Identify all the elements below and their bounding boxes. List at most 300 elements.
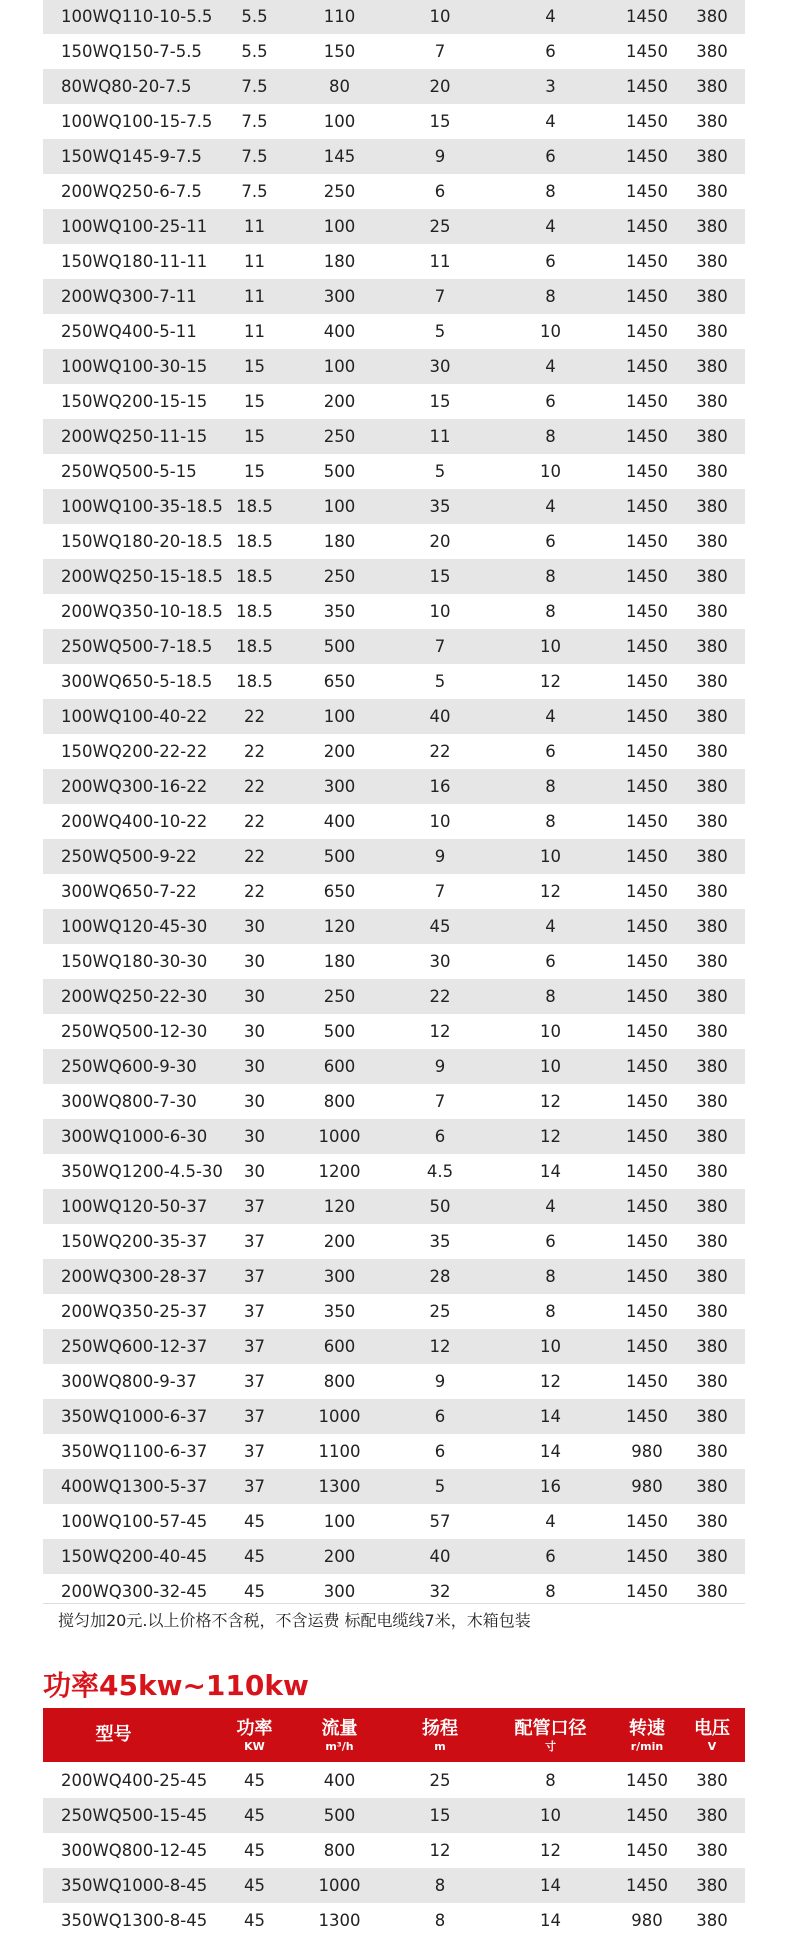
cell-model: 200WQ250-15-18.5 <box>61 567 223 586</box>
cell-model: 150WQ200-35-37 <box>61 1232 208 1251</box>
table-row <box>43 1903 745 1938</box>
cell-voltage: 380 <box>696 1841 728 1860</box>
table-row <box>43 1399 745 1434</box>
table-row <box>43 1364 745 1399</box>
cell-speed: 1450 <box>626 952 668 971</box>
cell-voltage: 380 <box>696 1267 728 1286</box>
cell-flow: 100 <box>323 112 356 131</box>
table-row <box>43 804 745 839</box>
cell-power: 11 <box>244 287 265 306</box>
table-row <box>43 524 745 559</box>
cell-head: 7 <box>434 42 446 61</box>
cell-speed: 1450 <box>626 182 668 201</box>
cell-voltage: 380 <box>696 1022 728 1041</box>
cell-model: 250WQ500-15-45 <box>61 1806 208 1825</box>
cell-head: 5 <box>434 672 446 691</box>
cell-head: 7 <box>434 882 446 901</box>
cell-power: 45 <box>244 1911 265 1930</box>
cell-head: 20 <box>429 532 451 551</box>
cell-speed: 1450 <box>626 847 668 866</box>
table-row <box>43 209 745 244</box>
cell-pipe: 14 <box>540 1876 561 1895</box>
cell-model: 100WQ100-25-11 <box>61 217 208 236</box>
cell-pipe: 6 <box>545 42 556 61</box>
cell-head: 35 <box>429 497 451 516</box>
cell-head: 40 <box>429 1547 451 1566</box>
cell-flow: 300 <box>323 287 356 306</box>
cell-head: 7 <box>434 1092 446 1111</box>
cell-model: 250WQ500-9-22 <box>61 847 197 866</box>
cell-speed: 1450 <box>626 987 668 1006</box>
cell-power: 7.5 <box>241 77 268 96</box>
cell-model: 200WQ300-32-45 <box>61 1582 208 1601</box>
table-row <box>43 559 745 594</box>
cell-flow: 400 <box>323 1771 356 1790</box>
cell-flow: 100 <box>323 357 356 376</box>
cell-pipe: 10 <box>540 1022 561 1041</box>
cell-head: 25 <box>429 1771 451 1790</box>
cell-power: 22 <box>244 777 265 796</box>
cell-power: 7.5 <box>241 147 268 166</box>
cell-speed: 1450 <box>626 672 668 691</box>
cell-voltage: 380 <box>696 847 728 866</box>
cell-speed: 1450 <box>626 1372 668 1391</box>
cell-head: 11 <box>429 252 451 271</box>
cell-pipe: 4 <box>545 917 556 936</box>
cell-speed: 980 <box>631 1477 663 1496</box>
cell-power: 30 <box>244 1057 265 1076</box>
cell-power: 45 <box>244 1806 265 1825</box>
divider <box>43 1603 745 1604</box>
cell-pipe: 8 <box>545 287 556 306</box>
table-row <box>43 0 745 34</box>
cell-pipe: 14 <box>540 1162 561 1181</box>
cell-flow: 180 <box>323 252 356 271</box>
cell-model: 200WQ250-6-7.5 <box>61 182 202 201</box>
cell-power: 30 <box>244 952 265 971</box>
cell-pipe: 8 <box>545 1302 556 1321</box>
cell-model: 300WQ1000-6-30 <box>61 1127 208 1146</box>
cell-model: 100WQ100-35-18.5 <box>61 497 223 516</box>
cell-flow: 400 <box>323 322 356 341</box>
cell-model: 200WQ300-28-37 <box>61 1267 208 1286</box>
table-row <box>43 1763 745 1798</box>
cell-head: 6 <box>434 1442 446 1461</box>
cell-model: 250WQ600-12-37 <box>61 1337 208 1356</box>
cell-power: 45 <box>244 1582 265 1601</box>
cell-head: 5 <box>434 462 446 481</box>
cell-model: 250WQ500-7-18.5 <box>61 637 213 656</box>
cell-speed: 1450 <box>626 497 668 516</box>
cell-flow: 600 <box>323 1057 356 1076</box>
cell-speed: 1450 <box>626 1547 668 1566</box>
cell-power: 15 <box>244 392 265 411</box>
cell-voltage: 380 <box>696 497 728 516</box>
table-row <box>43 1294 745 1329</box>
cell-speed: 1450 <box>626 1022 668 1041</box>
cell-head: 22 <box>429 742 451 761</box>
cell-voltage: 380 <box>696 1197 728 1216</box>
cell-flow: 650 <box>323 882 356 901</box>
cell-power: 37 <box>244 1442 265 1461</box>
cell-flow: 250 <box>323 182 356 201</box>
cell-power: 37 <box>244 1477 265 1496</box>
cell-power: 18.5 <box>236 497 273 516</box>
cell-power: 37 <box>244 1302 265 1321</box>
header-flow: 流量 m³/h <box>321 1717 358 1753</box>
cell-voltage: 380 <box>696 7 728 26</box>
cell-flow: 800 <box>323 1841 356 1860</box>
cell-pipe: 4 <box>545 7 556 26</box>
cell-speed: 1450 <box>626 392 668 411</box>
cell-model: 200WQ350-10-18.5 <box>61 602 223 621</box>
cell-head: 22 <box>429 987 451 1006</box>
cell-power: 11 <box>244 252 265 271</box>
table-row <box>43 944 745 979</box>
cell-model: 250WQ400-5-11 <box>61 322 197 341</box>
table-row <box>43 349 745 384</box>
cell-pipe: 6 <box>545 952 556 971</box>
cell-power: 45 <box>244 1876 265 1895</box>
cell-flow: 1100 <box>318 1442 361 1461</box>
cell-model: 300WQ650-5-18.5 <box>61 672 213 691</box>
cell-head: 10 <box>429 602 451 621</box>
cell-model: 80WQ80-20-7.5 <box>61 77 192 96</box>
cell-model: 200WQ350-25-37 <box>61 1302 208 1321</box>
cell-speed: 1450 <box>626 112 668 131</box>
cell-power: 7.5 <box>241 182 268 201</box>
cell-speed: 1450 <box>626 1092 668 1111</box>
cell-pipe: 6 <box>545 392 556 411</box>
cell-voltage: 380 <box>696 707 728 726</box>
spec-table-1 <box>43 0 745 1609</box>
cell-head: 9 <box>434 1057 446 1076</box>
cell-head: 15 <box>429 112 451 131</box>
cell-model: 150WQ200-15-15 <box>61 392 208 411</box>
header-head: 扬程 m <box>422 1717 458 1753</box>
cell-model: 300WQ800-9-37 <box>61 1372 197 1391</box>
cell-head: 32 <box>429 1582 451 1601</box>
cell-speed: 1450 <box>626 1582 668 1601</box>
table-header <box>43 1708 745 1762</box>
cell-power: 18.5 <box>236 532 273 551</box>
cell-model: 350WQ1100-6-37 <box>61 1442 208 1461</box>
table-row <box>43 489 745 524</box>
cell-flow: 1300 <box>318 1911 361 1930</box>
cell-model: 200WQ250-11-15 <box>61 427 208 446</box>
cell-head: 11 <box>429 427 451 446</box>
cell-pipe: 8 <box>545 427 556 446</box>
cell-speed: 1450 <box>626 637 668 656</box>
cell-speed: 1450 <box>626 917 668 936</box>
cell-power: 45 <box>244 1512 265 1531</box>
cell-power: 15 <box>244 462 265 481</box>
cell-power: 30 <box>244 1162 265 1181</box>
cell-pipe: 6 <box>545 252 556 271</box>
cell-voltage: 380 <box>696 112 728 131</box>
cell-flow: 150 <box>323 42 356 61</box>
cell-power: 45 <box>244 1841 265 1860</box>
cell-flow: 200 <box>323 1232 356 1251</box>
cell-power: 18.5 <box>236 637 273 656</box>
cell-pipe: 8 <box>545 812 556 831</box>
table-row <box>43 909 745 944</box>
cell-flow: 180 <box>323 952 356 971</box>
cell-voltage: 380 <box>696 1092 728 1111</box>
cell-power: 15 <box>244 357 265 376</box>
cell-speed: 1450 <box>626 742 668 761</box>
section-title: 功率45kw~110kw <box>43 1669 309 1702</box>
cell-voltage: 380 <box>696 1806 728 1825</box>
header-power: 功率 KW <box>236 1717 273 1753</box>
cell-voltage: 380 <box>696 672 728 691</box>
cell-voltage: 380 <box>696 987 728 1006</box>
cell-speed: 1450 <box>626 567 668 586</box>
cell-head: 15 <box>429 567 451 586</box>
cell-power: 37 <box>244 1372 265 1391</box>
cell-head: 5 <box>434 322 446 341</box>
cell-head: 6 <box>434 182 446 201</box>
cell-voltage: 380 <box>696 567 728 586</box>
cell-power: 37 <box>244 1407 265 1426</box>
table-row <box>43 594 745 629</box>
cell-head: 25 <box>429 217 451 236</box>
cell-voltage: 380 <box>696 77 728 96</box>
cell-pipe: 8 <box>545 182 556 201</box>
cell-flow: 100 <box>323 217 356 236</box>
table-row <box>43 104 745 139</box>
cell-flow: 250 <box>323 427 356 446</box>
cell-flow: 200 <box>323 1547 356 1566</box>
cell-power: 5.5 <box>241 42 268 61</box>
table-row <box>43 1119 745 1154</box>
cell-flow: 1200 <box>318 1162 361 1181</box>
header-model: 型号 <box>95 1724 132 1745</box>
cell-power: 18.5 <box>236 672 273 691</box>
cell-pipe: 4 <box>545 357 556 376</box>
cell-flow: 800 <box>323 1372 356 1391</box>
cell-flow: 300 <box>323 1267 356 1286</box>
table-row <box>43 1434 745 1469</box>
cell-speed: 1450 <box>626 1512 668 1531</box>
cell-voltage: 380 <box>696 1232 728 1251</box>
cell-model: 100WQ100-30-15 <box>61 357 208 376</box>
cell-pipe: 14 <box>540 1911 561 1930</box>
cell-voltage: 380 <box>696 1127 728 1146</box>
cell-power: 18.5 <box>236 567 273 586</box>
cell-pipe: 6 <box>545 1232 556 1251</box>
table-row <box>43 1014 745 1049</box>
cell-power: 45 <box>244 1771 265 1790</box>
cell-speed: 1450 <box>626 707 668 726</box>
cell-model: 100WQ100-57-45 <box>61 1512 208 1531</box>
price-note: 搅匀加20元.以上价格不含税，不含运费 标配电缆线7米，木箱包装 <box>58 1611 531 1630</box>
cell-head: 4.5 <box>426 1162 454 1181</box>
cell-voltage: 380 <box>696 1442 728 1461</box>
cell-pipe: 10 <box>540 1057 561 1076</box>
table-row <box>43 734 745 769</box>
cell-pipe: 14 <box>540 1407 561 1426</box>
cell-power: 22 <box>244 882 265 901</box>
cell-power: 30 <box>244 987 265 1006</box>
table-row <box>43 839 745 874</box>
cell-head: 12 <box>429 1337 451 1356</box>
table-row <box>43 874 745 909</box>
cell-power: 30 <box>244 1022 265 1041</box>
cell-pipe: 10 <box>540 847 561 866</box>
cell-head: 10 <box>429 7 451 26</box>
header-pipe: 配管口径 寸 <box>514 1717 587 1753</box>
cell-speed: 1450 <box>626 532 668 551</box>
cell-head: 7 <box>434 637 446 656</box>
cell-speed: 1450 <box>626 7 668 26</box>
cell-head: 57 <box>429 1512 451 1531</box>
cell-head: 30 <box>429 952 451 971</box>
cell-voltage: 380 <box>696 532 728 551</box>
cell-speed: 1450 <box>626 1841 668 1860</box>
cell-head: 15 <box>429 1806 451 1825</box>
cell-voltage: 380 <box>696 1582 728 1601</box>
cell-pipe: 4 <box>545 112 556 131</box>
cell-flow: 100 <box>323 707 356 726</box>
cell-speed: 1450 <box>626 77 668 96</box>
cell-model: 150WQ145-9-7.5 <box>61 147 202 166</box>
cell-flow: 1000 <box>318 1127 361 1146</box>
cell-model: 200WQ250-22-30 <box>61 987 208 1006</box>
table-row <box>43 699 745 734</box>
cell-speed: 1450 <box>626 252 668 271</box>
cell-head: 10 <box>429 812 451 831</box>
cell-flow: 1300 <box>318 1477 361 1496</box>
cell-head: 30 <box>429 357 451 376</box>
cell-model: 250WQ500-12-30 <box>61 1022 208 1041</box>
cell-speed: 1450 <box>626 1806 668 1825</box>
cell-speed: 1450 <box>626 1057 668 1076</box>
cell-flow: 250 <box>323 987 356 1006</box>
cell-voltage: 380 <box>696 1057 728 1076</box>
cell-voltage: 380 <box>696 1512 728 1531</box>
cell-voltage: 380 <box>696 1372 728 1391</box>
cell-speed: 1450 <box>626 1302 668 1321</box>
cell-flow: 110 <box>323 7 356 26</box>
cell-flow: 1000 <box>318 1876 361 1895</box>
cell-head: 20 <box>429 77 451 96</box>
table-row <box>43 1259 745 1294</box>
header-speed: 转速 r/min <box>629 1717 665 1753</box>
cell-pipe: 10 <box>540 1337 561 1356</box>
cell-model: 350WQ1200-4.5-30 <box>61 1162 223 1181</box>
cell-speed: 1450 <box>626 812 668 831</box>
table-row <box>43 384 745 419</box>
cell-power: 30 <box>244 917 265 936</box>
cell-speed: 1450 <box>626 1232 668 1251</box>
cell-speed: 1450 <box>626 882 668 901</box>
cell-voltage: 380 <box>696 952 728 971</box>
cell-flow: 250 <box>323 567 356 586</box>
cell-model: 100WQ110-10-5.5 <box>61 7 213 26</box>
cell-pipe: 12 <box>540 672 561 691</box>
cell-voltage: 380 <box>696 42 728 61</box>
table-row <box>43 174 745 209</box>
cell-pipe: 12 <box>540 882 561 901</box>
header-voltage: 电压 V <box>694 1717 730 1753</box>
cell-head: 6 <box>434 1407 446 1426</box>
table-row <box>43 629 745 664</box>
cell-power: 30 <box>244 1092 265 1111</box>
cell-pipe: 8 <box>545 1267 556 1286</box>
cell-head: 9 <box>434 147 446 166</box>
cell-head: 9 <box>434 1372 446 1391</box>
cell-flow: 145 <box>323 147 356 166</box>
cell-model: 150WQ180-11-11 <box>61 252 208 271</box>
cell-flow: 180 <box>323 532 356 551</box>
cell-flow: 500 <box>323 1806 356 1825</box>
cell-voltage: 380 <box>696 427 728 446</box>
cell-speed: 980 <box>631 1442 663 1461</box>
cell-flow: 300 <box>323 1582 356 1601</box>
table-row <box>43 1189 745 1224</box>
cell-power: 37 <box>244 1337 265 1356</box>
cell-pipe: 4 <box>545 1512 556 1531</box>
cell-flow: 350 <box>323 1302 356 1321</box>
cell-model: 100WQ120-50-37 <box>61 1197 208 1216</box>
cell-flow: 800 <box>323 1092 356 1111</box>
cell-speed: 1450 <box>626 147 668 166</box>
cell-voltage: 380 <box>696 1162 728 1181</box>
cell-speed: 1450 <box>626 217 668 236</box>
cell-head: 12 <box>429 1841 451 1860</box>
table-row <box>43 1469 745 1504</box>
cell-voltage: 380 <box>696 252 728 271</box>
cell-speed: 980 <box>631 1911 663 1930</box>
table-row <box>43 1084 745 1119</box>
cell-voltage: 380 <box>696 392 728 411</box>
cell-flow: 100 <box>323 497 356 516</box>
cell-voltage: 380 <box>696 357 728 376</box>
cell-power: 15 <box>244 427 265 446</box>
cell-voltage: 380 <box>696 287 728 306</box>
cell-voltage: 380 <box>696 1547 728 1566</box>
cell-pipe: 6 <box>545 742 556 761</box>
cell-head: 8 <box>434 1876 446 1895</box>
cell-pipe: 6 <box>545 1547 556 1566</box>
table-row <box>43 664 745 699</box>
table-row <box>43 1329 745 1364</box>
cell-voltage: 380 <box>696 322 728 341</box>
cell-flow: 1000 <box>318 1407 361 1426</box>
cell-power: 5.5 <box>241 7 268 26</box>
cell-speed: 1450 <box>626 322 668 341</box>
cell-head: 15 <box>429 392 451 411</box>
cell-pipe: 10 <box>540 637 561 656</box>
cell-speed: 1450 <box>626 1162 668 1181</box>
table-row <box>43 1224 745 1259</box>
table-row <box>43 1833 745 1868</box>
cell-power: 11 <box>244 322 265 341</box>
cell-power: 30 <box>244 1127 265 1146</box>
cell-head: 28 <box>429 1267 451 1286</box>
cell-voltage: 380 <box>696 217 728 236</box>
cell-flow: 120 <box>323 917 356 936</box>
cell-voltage: 380 <box>696 777 728 796</box>
cell-pipe: 8 <box>545 987 556 1006</box>
cell-pipe: 14 <box>540 1442 561 1461</box>
cell-pipe: 10 <box>540 322 561 341</box>
cell-voltage: 380 <box>696 742 728 761</box>
cell-model: 200WQ400-25-45 <box>61 1771 208 1790</box>
cell-speed: 1450 <box>626 1337 668 1356</box>
cell-head: 50 <box>429 1197 451 1216</box>
